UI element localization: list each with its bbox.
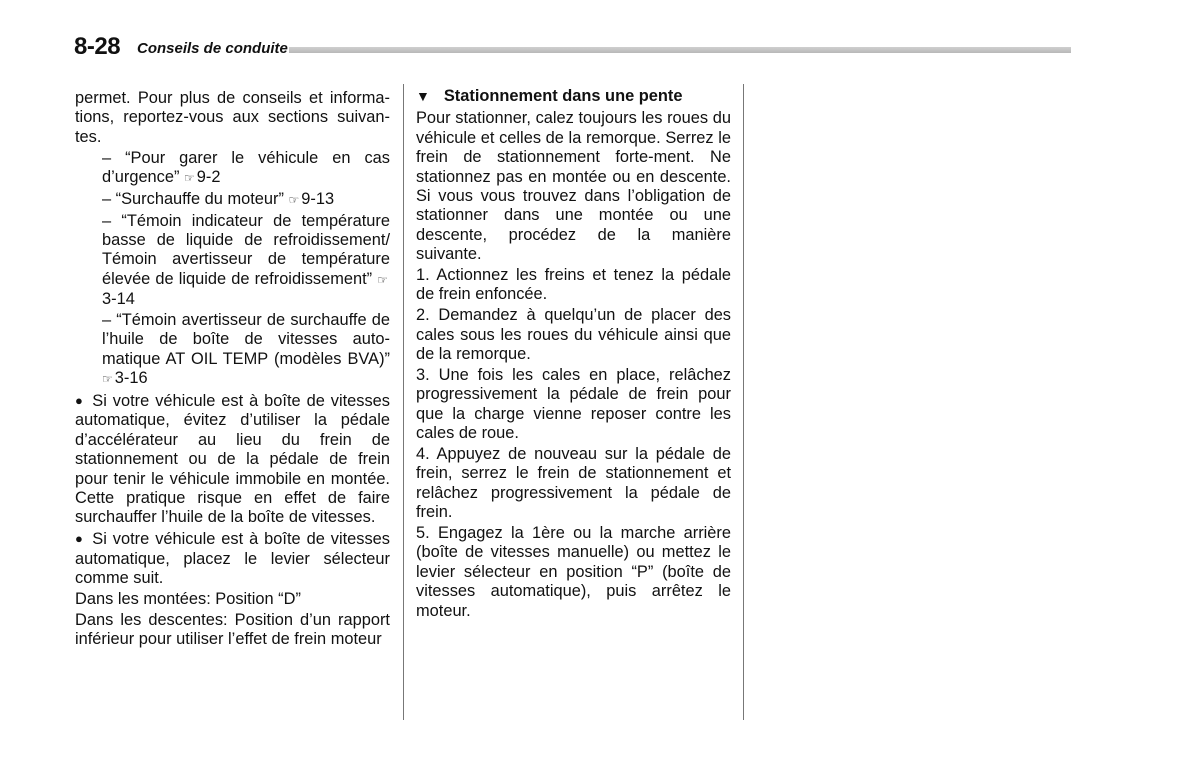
reference-item [75, 212, 390, 310]
step-item: 2. Demandez à quelqu’un de placer des cales sous les roues du véhicule ainsi que de la remorque. [416, 306, 731, 364]
page-header [0, 0, 1200, 70]
left-column [75, 89, 390, 651]
parking-intro-paragraph: Pour stationner, calez toujours les roues du véhicule et celles de la remorque. Serrez le frein de stationnement forte-ment. Ne stationnez pas en montée ou en descente. Si vous vous trouvez dans l’obligation de stationner dans une montée ou une descente, procédez de la manière suivante. [416, 109, 731, 264]
subsection-heading [416, 87, 731, 106]
reference-icon: ☞ [184, 171, 195, 186]
step-item: 1. Actionnez les freins et tenez la pédale de frein enfoncée. [416, 266, 731, 304]
reference-icon: ☞ [288, 192, 300, 207]
step-item: 3. Une fois les cales en place, relâchez progressivement la pédale de frein pour que la charge vienne reposer contre les cales de roue. [416, 365, 731, 443]
page-number: 8-28 [74, 33, 121, 60]
column-divider [743, 84, 744, 720]
header-rule [289, 47, 1071, 53]
reference-icon: ☞ [377, 272, 388, 287]
triangle-marker-icon: ▼ [416, 88, 430, 104]
reference-text: – “Témoin indicateur de température basse de liquide de refroidissement/ Témoin avertisseur de température élevée de liquide de refroidissement” [102, 211, 390, 288]
reference-text: – “Surchauffe du moteur” [102, 189, 284, 208]
subsection-heading-text: Stationnement dans une pente [443, 87, 683, 105]
bullet-item [75, 529, 390, 588]
column-divider [403, 84, 404, 720]
reference-item [75, 190, 390, 210]
reference-page: 3-14 [102, 290, 135, 309]
section-title: Conseils de conduite [137, 40, 288, 57]
step-item: 5. Engagez la 1ère ou la marche arrière (boîte de vitesses manuelle) ou mettez le levier sélecteur en position “P” (boîte de vitesses automatique), puis arrêtez le moteur. [416, 523, 731, 620]
bullet-text: Si votre véhicule est à boîte de vitesses automatique, évitez d’utiliser la pédale d’accélérateur au lieu du frein de stationnement ou de la pédale de frein pour tenir le véhicule immobile en montée. Cette pratique risque en effet de faire surchauffer l’huile de la boîte de vitesses. [75, 392, 390, 527]
middle-column [416, 87, 731, 622]
reference-icon: ☞ [102, 372, 113, 387]
bullet-icon: ● [75, 531, 85, 547]
reference-page: 9-2 [196, 168, 221, 187]
reference-page: 3-16 [114, 369, 148, 388]
uphill-instruction: Dans les montées: Position “D” [75, 589, 301, 608]
reference-text: – “Témoin avertisseur de surchauffe de l’huile de boîte de vitesses auto-matique AT OIL TEMP (modèles BVA)” [102, 311, 390, 368]
intro-paragraph: permet. Pour plus de conseils et informa-tions, reportez-vous aux sections suivan-tes. [75, 89, 390, 146]
reference-item [75, 311, 390, 390]
downhill-instruction: Dans les descentes: Position d’un rapport inférieur pour utiliser l’effet de frein moteur [75, 610, 390, 649]
reference-text: – “Pour garer le véhicule en cas d’urgence” [102, 148, 390, 187]
bullet-item [75, 391, 390, 528]
bullet-text: Si votre véhicule est à boîte de vitesses automatique, placez le levier sélecteur comme suit. [75, 530, 390, 588]
reference-page: 9-13 [301, 189, 335, 208]
reference-item [75, 149, 390, 189]
step-item: 4. Appuyez de nouveau sur la pédale de frein, serrez le frein de stationnement et relâchez progressivement la pédale de frein. [416, 444, 731, 522]
bullet-icon: ● [75, 393, 85, 409]
